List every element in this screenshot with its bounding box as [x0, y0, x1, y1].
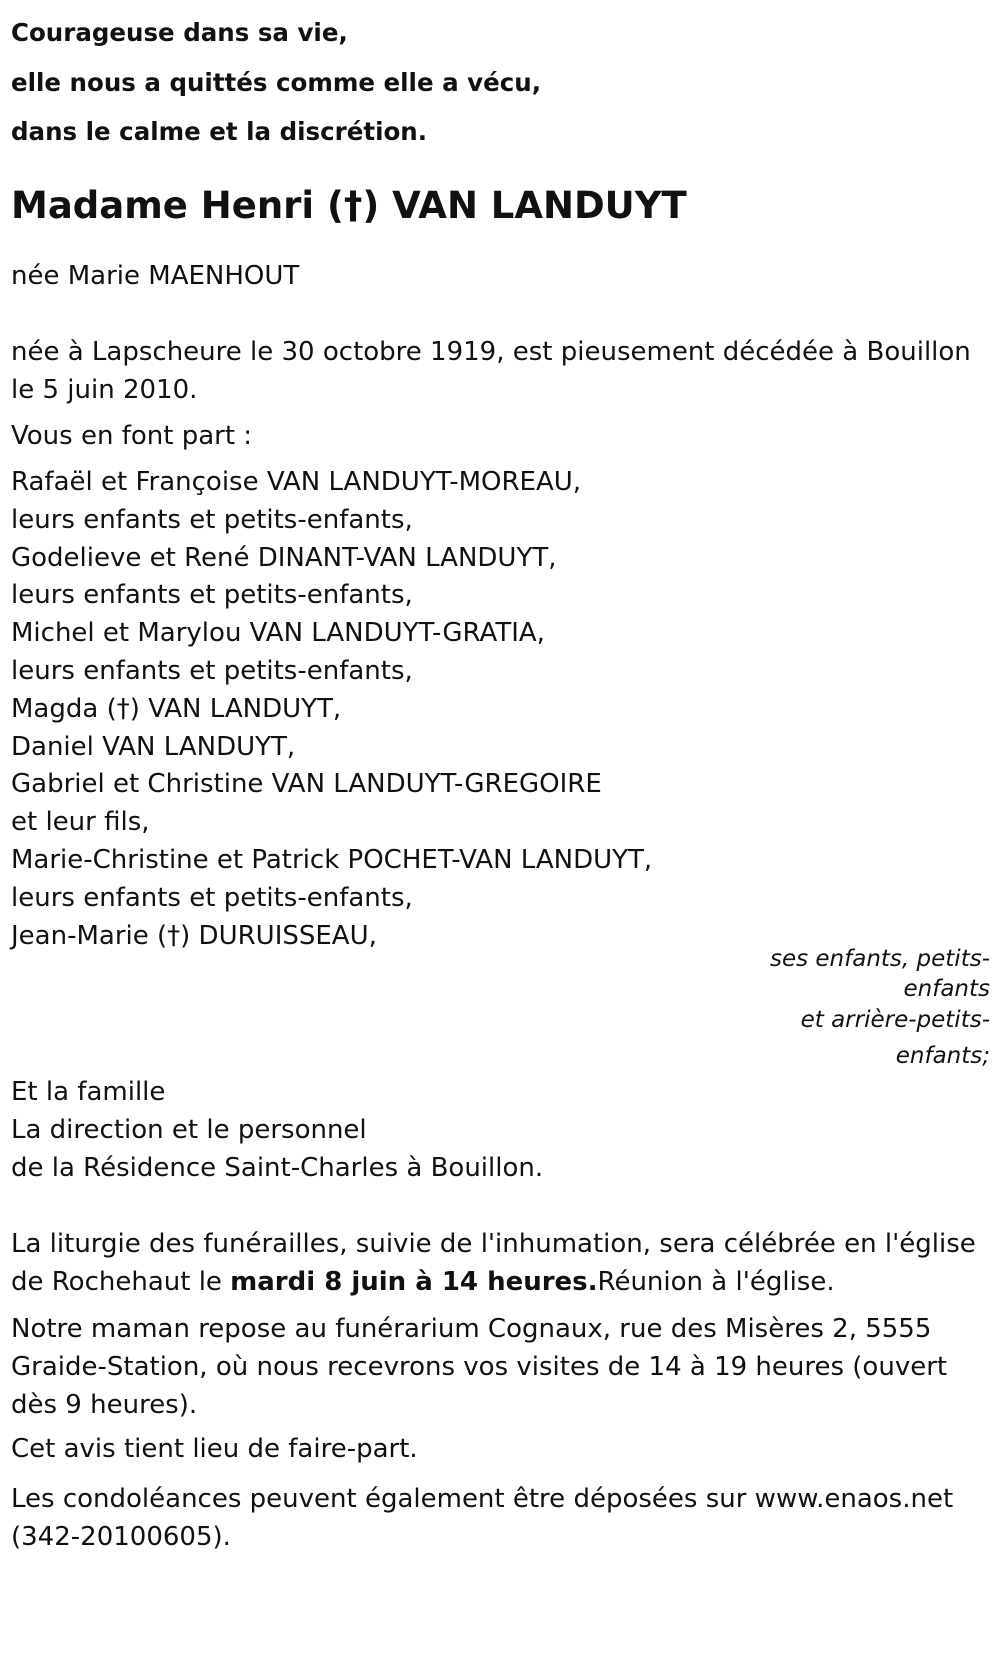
liturgy-suffix: Réunion à l'église. [597, 1267, 835, 1297]
epitaph [11, 8, 541, 157]
liturgy-prefix: de Rochehaut le [11, 1267, 231, 1297]
repose-line: Notre maman repose au funérarium Cognaux, rue des Misères 2, 5555 [11, 1314, 932, 1344]
family-signature-continued [650, 1002, 990, 1074]
family-line: Godelieve et René DINANT-VAN LANDUYT, [11, 542, 557, 573]
repose-text [11, 1310, 947, 1424]
signature-line: enfants [903, 976, 990, 1002]
epitaph-line: elle nous a quittés comme elle a vécu, [11, 67, 542, 97]
other-mourners [11, 1073, 543, 1187]
liturgy-date: mardi 8 juin à 14 heures. [230, 1267, 598, 1297]
signature-line: enfants; [895, 1043, 990, 1069]
condolences-line: Les condoléances peuvent également être déposées sur www.enaos.net [11, 1484, 954, 1514]
family-line: Daniel VAN LANDUYT, [11, 731, 296, 762]
family-line: leurs enfants et petits-enfants, [11, 580, 413, 611]
epitaph-line: Courageuse dans sa vie, [11, 18, 348, 47]
mourner-line: de la Résidence Saint-Charles à Bouillon. [11, 1153, 544, 1183]
liturgy-line [11, 1263, 976, 1301]
deceased-name-title: Madame Henri (†) VAN LANDUYT [11, 184, 687, 227]
mourner-line: La direction et le personnel [11, 1115, 367, 1145]
family-line: Gabriel et Christine VAN LANDUYT-GREGOIRE [11, 769, 602, 800]
liturgy-line: La liturgie des funérailles, suivie de l'inhumation, sera célébrée en l'église [11, 1229, 976, 1259]
family-line: Rafaël et Françoise VAN LANDUYT-MOREAU, [11, 467, 582, 497]
maiden-name: née Marie MAENHOUT [11, 261, 300, 291]
birth-death-line: née à Lapscheure le 30 octobre 1919, est pieusement décédée à Bouillon [11, 337, 971, 367]
birth-death-text [11, 333, 971, 409]
birth-death-line: le 5 juin 2010. [11, 375, 198, 405]
signature-line: et arrière-petits- [800, 1007, 990, 1033]
repose-line: dès 9 heures). [11, 1390, 198, 1420]
condolences-text [11, 1480, 953, 1556]
family-line: leurs enfants et petits-enfants, [11, 882, 413, 913]
mourner-line: Et la famille [11, 1077, 166, 1107]
family-line: leurs enfants et petits-enfants, [11, 504, 413, 535]
liturgy-text [11, 1225, 976, 1301]
family-line: Michel et Marylou VAN LANDUYT-GRATIA, [11, 618, 545, 649]
signature-line: ses enfants, petits- [769, 946, 990, 972]
faire-part-note: Cet avis tient lieu de faire-part. [11, 1434, 418, 1464]
family-signature [650, 944, 990, 1004]
family-line: Jean-Marie (†) DURUISSEAU, [11, 920, 377, 951]
family-line: Marie-Christine et Patrick POCHET-VAN LANDUYT, [11, 844, 653, 875]
family-list [11, 464, 652, 955]
family-line: et leur fils, [11, 807, 150, 838]
family-line: Magda (†) VAN LANDUYT, [11, 693, 342, 724]
family-line: leurs enfants et petits-enfants, [11, 655, 413, 686]
repose-line: Graide-Station, où nous recevrons vos visites de 14 à 19 heures (ouvert [11, 1352, 948, 1382]
condolences-line: (342-20100605). [11, 1522, 231, 1552]
announcement-label: Vous en font part : [11, 421, 253, 451]
epitaph-line: dans le calme et la discrétion. [11, 117, 428, 146]
